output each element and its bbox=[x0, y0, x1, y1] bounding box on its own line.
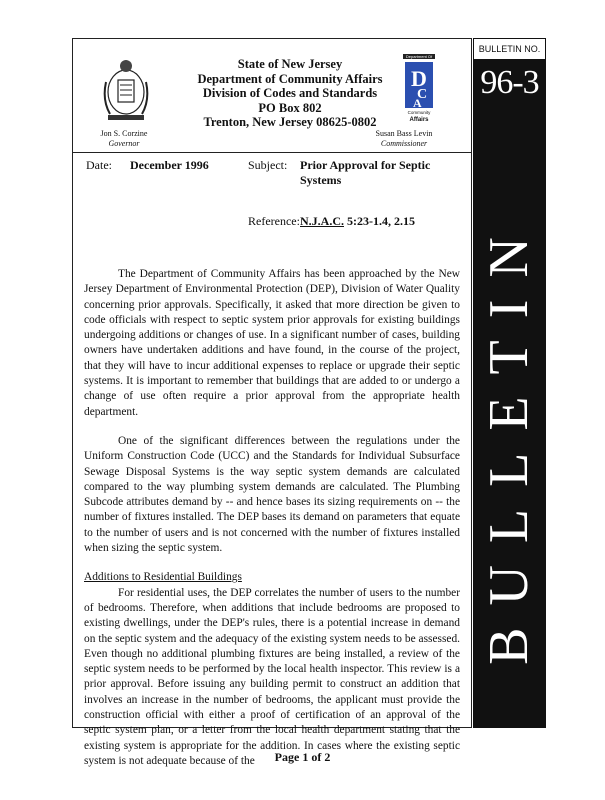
date-value: December 1996 bbox=[130, 158, 209, 172]
commissioner-title: Commissioner bbox=[380, 139, 428, 148]
svg-text:D: D bbox=[411, 66, 427, 91]
svg-text:Department Of: Department Of bbox=[405, 54, 433, 59]
bulletin-number: 96-3 bbox=[480, 64, 539, 101]
paragraph-3: For residential uses, the DEP correlates the number of users to the number of bedrooms. Therefore, when additions that include bedrooms are proposed to existing dwellings, under the DEP's rules, there is a potential increase in demand on the septic system and the adequacy of the existing system needs to be assessed. Even though no additional plumbing fixtures are being installed, a review of the septic system needs to be performed by the local health inspector. This review is a prior approval. Before issuing any building permit to construct an addition that involves an increase in the number of bedrooms, the applicant must provide the construction official with either a proof of certification of an approval of the septic system plan, or a letter from the local health department stating that the existing system is appropriate for the addition. In cases where the existing septic system is not adequate because of the bbox=[84, 586, 460, 767]
reference-code: N.J.A.C. bbox=[300, 214, 344, 228]
governor-name: Jon S. Corzine bbox=[100, 129, 148, 138]
svg-text:A: A bbox=[413, 96, 422, 110]
subject-label: Subject: bbox=[248, 158, 288, 172]
svg-text:C: C bbox=[417, 87, 428, 102]
agency-address bbox=[175, 57, 405, 130]
page-number: Page 1 of 2 bbox=[274, 750, 331, 764]
po-box: PO Box 802 bbox=[258, 100, 322, 115]
subject-value bbox=[300, 158, 430, 188]
commissioner-block bbox=[344, 129, 464, 149]
city-line: Trenton, New Jersey 08625-0802 bbox=[203, 115, 377, 129]
governor-block bbox=[64, 129, 184, 149]
dca-logo-icon bbox=[401, 52, 437, 122]
date-label: Date: bbox=[86, 158, 112, 172]
commissioner-name: Susan Bass Levin bbox=[375, 129, 433, 138]
bulletin-body bbox=[84, 267, 460, 769]
state-name: State of New Jersey bbox=[237, 57, 343, 71]
governor-title: Governor bbox=[108, 139, 140, 148]
dca-logo bbox=[401, 52, 437, 122]
subject-line-2: Systems bbox=[300, 173, 342, 187]
header-divider bbox=[72, 152, 472, 153]
section-heading-residential: Additions to Residential Buildings bbox=[84, 571, 242, 584]
division-name: Division of Codes and Standards bbox=[202, 86, 378, 100]
svg-text:Community: Community bbox=[407, 110, 431, 115]
bulletin-no-label: BULLETIN NO. bbox=[473, 38, 546, 60]
reference-label: Reference: bbox=[248, 214, 300, 228]
reference-sections: 5:23-1.4, 2.15 bbox=[344, 214, 415, 228]
subject-line-1: Prior Approval for Septic bbox=[300, 158, 431, 172]
paragraph-1: The Department of Community Affairs has been approached by the New Jersey Department of Environmental Protection (DEP), Division of Water Quality concerning prior approvals. Specifically, it asked that more direction be given to code officials with respect to septic system prior approvals for existing buildings undergoing additions or changes of use. In a significant number of cases, building owners have undertaken additions and have found, in the course of the project, that they will have to incur additional expenses to replace or upgrade their septic systems. It is important to remember that buildings that are added to or undergo a change of use often require a prior approval from the appropriate health department. bbox=[84, 268, 460, 418]
paragraph-2: One of the significant differences between the regulations under the Uniform Construction Code (UCC) and the Standards for Individual Subsurface Sewage Disposal Systems is the way septic system demands are calculated compared to the way plumbing system demands are calculated. The Plumbing Subcode attributes demand by -- and hence bases its sizing requirements on -- the number of fixtures installed. The DEP bases its demand on parameters that equate to the number of users and is not concerned with the number of fixtures installed when sizing the septic system. bbox=[84, 434, 460, 555]
state-seal-icon bbox=[100, 52, 152, 124]
svg-text:Affairs: Affairs bbox=[409, 117, 429, 122]
reference-value bbox=[300, 214, 415, 229]
department-name: Department of Community Affairs bbox=[197, 71, 383, 86]
bulletin-vertical-word: BULLETIN bbox=[478, 215, 540, 665]
